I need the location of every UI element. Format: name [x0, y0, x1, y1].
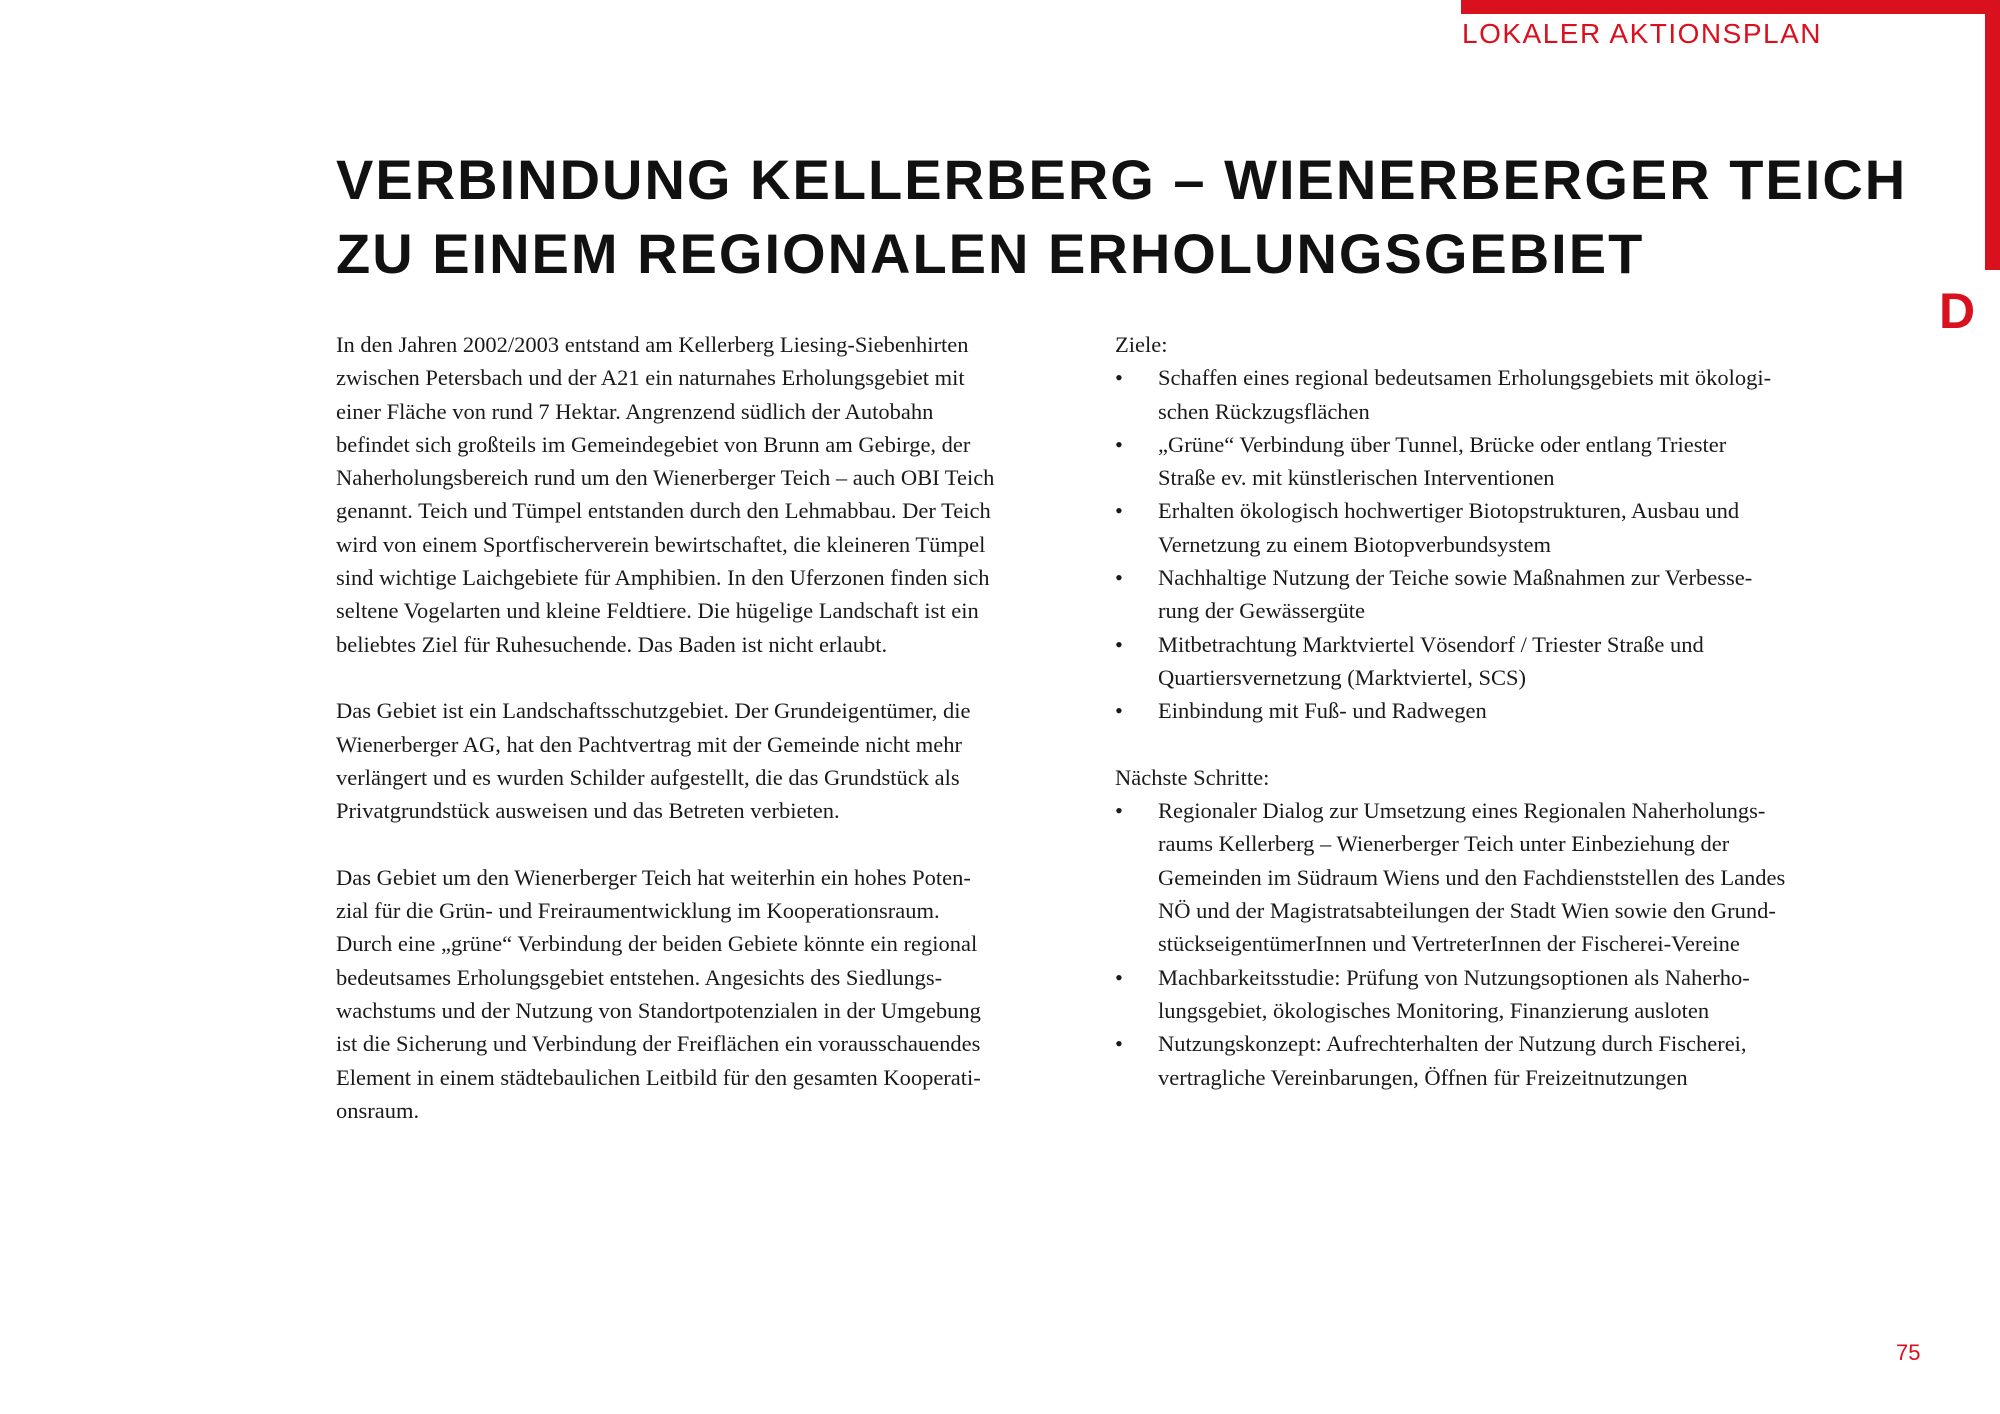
text-line: • Regionaler Dialog zur Umsetzung eines Regionalen Naherholungs-: [1158, 798, 1766, 824]
page-title-line: ZU EINEM REGIONALEN ERHOLUNGSGEBIET: [336, 222, 1645, 285]
text-line: • Erhalten ökologisch hochwertiger Biotopstrukturen, Ausbau und: [1158, 498, 1740, 524]
text-line: einer Fläche von rund 7 Hektar. Angrenzend südlich der Autobahn: [336, 398, 934, 424]
text-line: seltene Vogelarten und kleine Feldtiere. Die hügelige Landschaft ist ein: [336, 598, 979, 624]
text-line: befindet sich großteils im Gemeindegebiet von Brunn am Gebirge, der: [336, 431, 971, 457]
text-line: Vernetzung zu einem Biotopverbundsystem: [1158, 531, 1552, 557]
list-item: [1115, 794, 1875, 960]
list-item: [1115, 494, 1875, 561]
text-line: bedeutsames Erholungsgebiet entstehen. Angesichts des Siedlungs-: [336, 964, 943, 990]
text-line: Das Gebiet um den Wienerberger Teich hat weiterhin ein hohes Poten-: [336, 864, 971, 890]
text-line: • Schaffen eines regional bedeutsamen Erholungsgebiets mit ökologi-: [1158, 365, 1772, 391]
text-line: wird von einem Sportfischerverein bewirtschaftet, die kleineren Tümpel: [336, 531, 986, 557]
text-line: beliebtes Ziel für Ruhesuchende. Das Baden ist nicht erlaubt.: [336, 631, 888, 657]
text-line: • Nachhaltige Nutzung der Teiche sowie Maßnahmen zur Verbesse-: [1158, 565, 1753, 591]
text-line: rung der Gewässergüte: [1158, 598, 1366, 624]
text-line: • Machbarkeitsstudie: Prüfung von Nutzungsoptionen als Naherho-: [1158, 964, 1750, 990]
page-title-line: VERBINDUNG KELLERBERG – WIENERBERGER TEICH: [336, 148, 1908, 211]
text-line: Privatgrundstück ausweisen und das Betreten verbieten.: [336, 798, 840, 824]
text-line: • „Grüne“ Verbindung über Tunnel, Brücke oder entlang Triester: [1158, 431, 1727, 457]
text-line: ist die Sicherung und Verbindung der Freiflächen ein vorausschauendes: [336, 1031, 981, 1057]
header-accent-bar: [1461, 0, 2000, 14]
text-line: Quartiersvernetzung (Marktviertel, SCS): [1158, 664, 1527, 690]
section-marker: D: [1939, 283, 1976, 339]
text-line: zial für die Grün- und Freiraumentwicklung im Kooperationsraum.: [336, 898, 940, 924]
list-item: [1115, 561, 1875, 628]
text-line: sind wichtige Laichgebiete für Amphibien. In den Uferzonen finden sich: [336, 565, 990, 591]
goals-list: [1115, 361, 1875, 727]
text-line: Durch eine „grüne“ Verbindung der beiden Gebiete könnte ein regional: [336, 931, 978, 957]
text-line: schen Rückzugsflächen: [1158, 398, 1370, 424]
text-line: • Mitbetrachtung Marktviertel Vösendorf / Triester Straße und: [1158, 631, 1704, 657]
left-column: [336, 328, 1092, 1127]
text-line: In den Jahren 2002/2003 entstand am Kellerberg Liesing-Siebenhirten: [336, 332, 969, 357]
text-line: stückseigentümerInnen und VertreterInnen der Fischerei-Vereine: [1158, 931, 1740, 957]
list-item: [1115, 961, 1875, 1028]
text-line: • Einbindung mit Fuß- und Radwegen: [1158, 698, 1487, 724]
body-paragraph: [336, 694, 1092, 827]
text-line: raums Kellerberg – Wienerberger Teich unter Einbeziehung der: [1158, 831, 1730, 857]
list-item: [1115, 428, 1875, 495]
section-accent-bar: [1985, 0, 2000, 270]
goals-heading: Ziele:: [1115, 332, 1168, 357]
next-steps-heading: Nächste Schritte:: [1115, 764, 1270, 790]
list-item: [1115, 1027, 1875, 1094]
list-item: [1115, 361, 1875, 428]
right-column: [1115, 328, 1875, 1094]
paragraph-spacer: [336, 661, 1092, 694]
text-line: vertragliche Vereinbarungen, Öffnen für Freizeitnutzungen: [1158, 1064, 1688, 1090]
text-line: Das Gebiet ist ein Landschaftsschutzgebiet. Der Grundeigentümer, die: [336, 698, 971, 724]
text-line: Naherholungsbereich rund um den Wienerberger Teich – auch OBI Teich: [336, 465, 995, 491]
text-line: NÖ und der Magistratsabteilungen der Stadt Wien sowie den Grund-: [1158, 898, 1776, 924]
body-paragraph: [336, 328, 1092, 661]
text-line: Wienerberger AG, hat den Pachtvertrag mit der Gemeinde nicht mehr: [336, 731, 962, 757]
page-number: 75: [1896, 1340, 1921, 1365]
list-item: [1115, 694, 1875, 727]
running-header: LOKALER AKTIONSPLAN: [1462, 18, 1822, 49]
text-line: wachstums und der Nutzung von Standortpotenzialen in der Umgebung: [336, 997, 981, 1023]
text-line: Element in einem städtebaulichen Leitbild für den gesamten Kooperati-: [336, 1064, 981, 1090]
text-line: genannt. Teich und Tümpel entstanden durch den Lehmabbau. Der Teich: [336, 498, 991, 524]
text-line: zwischen Petersbach und der A21 ein naturnahes Erholungsgebiet mit: [336, 365, 965, 391]
body-paragraph: [336, 861, 1092, 1127]
list-item: [1115, 628, 1875, 695]
page-title: [336, 143, 1908, 291]
text-line: onsraum.: [336, 1097, 420, 1123]
next-steps-list: [1115, 794, 1875, 1094]
text-line: Gemeinden im Südraum Wiens und den Fachdienststellen des Landes: [1158, 864, 1786, 890]
text-line: lungsgebiet, ökologisches Monitoring, Finanzierung ausloten: [1158, 997, 1710, 1023]
text-line: verlängert und es wurden Schilder aufgestellt, die das Grundstück als: [336, 764, 960, 790]
text-line: Straße ev. mit künstlerischen Interventionen: [1158, 465, 1555, 491]
text-line: • Nutzungskonzept: Aufrechterhalten der Nutzung durch Fischerei,: [1158, 1031, 1747, 1057]
paragraph-spacer: [1115, 728, 1875, 761]
paragraph-spacer: [336, 827, 1092, 860]
